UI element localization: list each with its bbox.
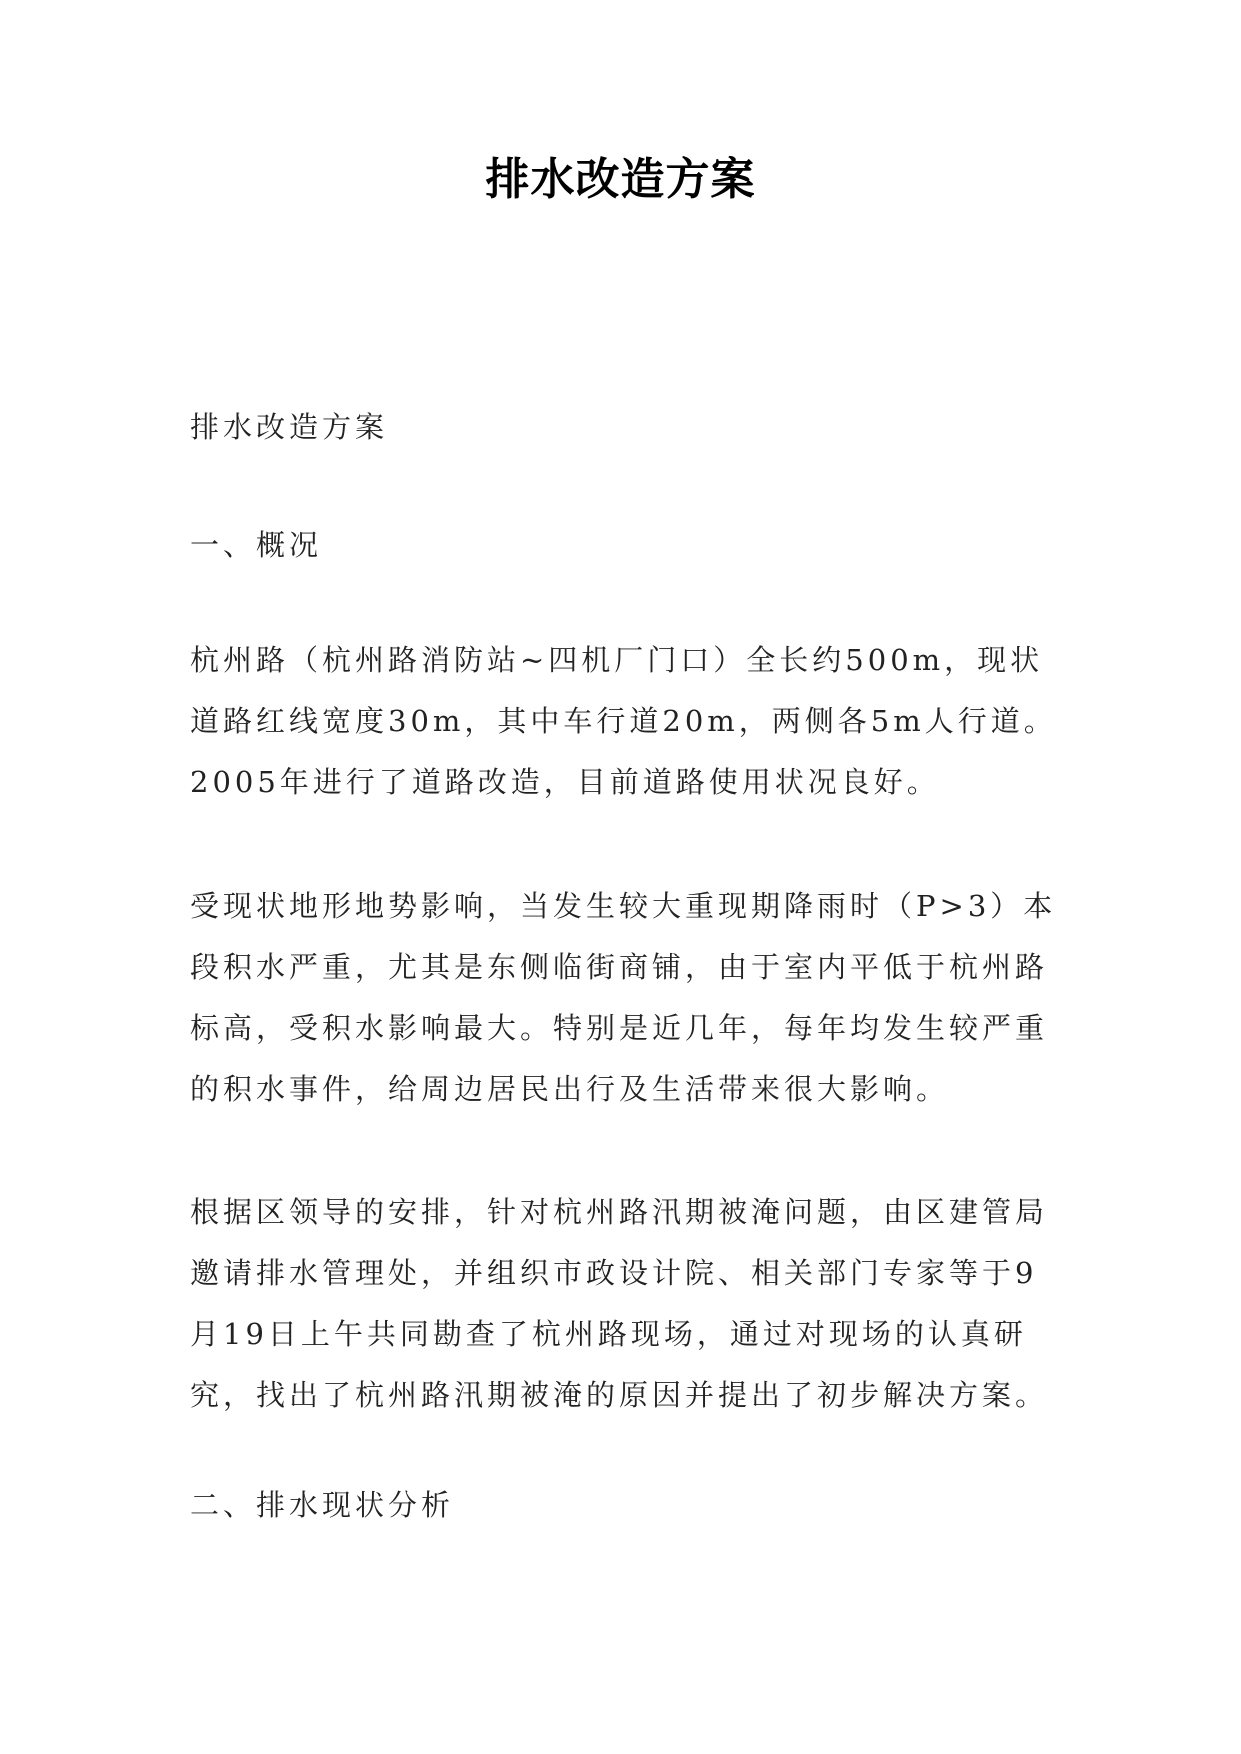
paragraph-road-overview: 杭州路（杭州路消防站~四机厂门口）全长约500m，现状道路红线宽度30m，其中车行道20m，两侧各5m人行道。2005年进行了道路改造，目前道路使用状况良好。 — [190, 643, 1057, 799]
paragraph-site-survey: 根据区领导的安排，针对杭州路汛期被淹问题，由区建管局邀请排水管理处，并组织市政设计院、相关部门专家等于9月19日上午共同勘查了杭州路现场，通过对现场的认真研究，找出了杭州路汛期被淹的原因并提出了初步解决方案。 — [190, 1195, 1049, 1412]
section-heading-overview: 一、概况 — [190, 528, 323, 562]
document-title: 排水改造方案 — [485, 154, 756, 205]
paragraph-waterlogging: 受现状地形地势影响，当发生较大重现期降雨时（P>3）本段积水严重，尤其是东侧临街商铺，由于室内平低于杭州路标高，受积水影响最大。特别是近几年，每年均发生较严重的积水事件，给周边居民出行及生活带来很大影响。 — [190, 889, 1057, 1106]
document-subtitle: 排水改造方案 — [190, 410, 389, 444]
section-heading-drainage-analysis: 二、排水现状分析 — [190, 1488, 455, 1522]
